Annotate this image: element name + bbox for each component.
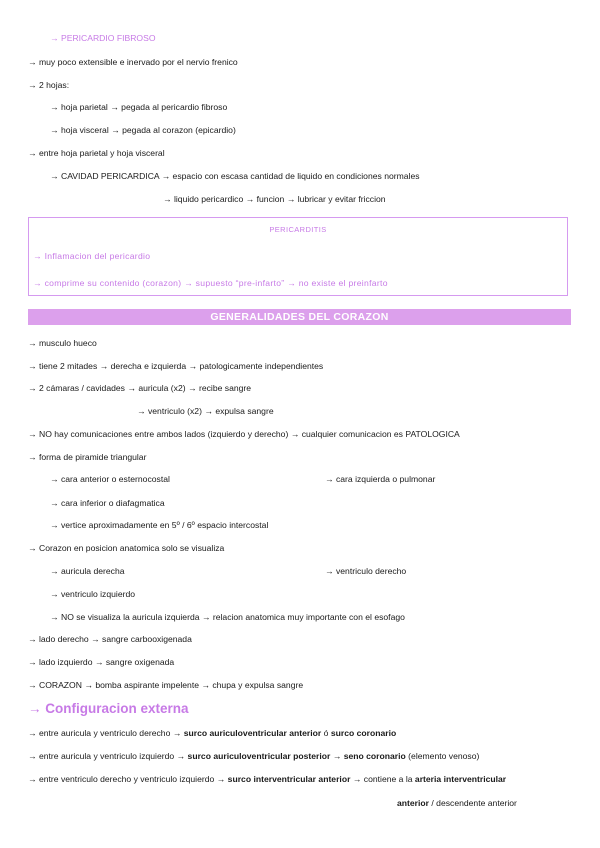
text-line	[397, 797, 517, 809]
text-line: → vertice aproximadamente en 5º / 6º espacio intercostal	[50, 520, 269, 530]
text-line: → ventriculo derecho	[325, 566, 407, 576]
text-segment: / descendente anterior	[429, 798, 517, 808]
text-line: → CORAZON → bomba aspirante impelente → chupa y expulsa sangre	[28, 680, 304, 690]
text-line: → hoja visceral → pegada al corazon (epicardio)	[50, 125, 236, 135]
bold-term: surco coronario	[330, 728, 397, 738]
text-line: → cara inferior o diafagmatica	[50, 498, 165, 508]
text-line: → ventriculo izquierdo	[50, 589, 136, 599]
bold-term: surco auriculoventricular anterior	[183, 728, 322, 738]
text-line: → NO se visualiza la auricula izquierda → relacion anatomica muy importante con el esofago	[50, 612, 405, 622]
pericarditis-line: → Inflamacion del pericardio	[33, 251, 151, 261]
text-line: → NO hay comunicaciones entre ambos lados (izquierdo y derecho) → cualquier comunicacion es PATOLOGICA	[28, 429, 460, 439]
text-line: → lado derecho → sangre carbooxigenada	[28, 634, 192, 644]
pericarditis-line: → comprime su contenido (corazon) → supuesto “pre-infarto” → no existe el preinfarto	[33, 278, 388, 288]
text-line: → forma de piramide triangular	[28, 452, 147, 462]
text-segment: → entre auricula y ventriculo izquierdo →	[28, 751, 188, 761]
text-line: → hoja parietal → pegada al pericardio fibroso	[50, 102, 228, 112]
text-line: → lado izquierdo → sangre oxigenada	[28, 657, 175, 667]
text-line	[28, 750, 479, 762]
text-line: → ventriculo (x2) → expulsa sangre	[137, 406, 274, 416]
text-line: → cara izquierda o pulmonar	[325, 474, 436, 484]
bold-term: arteria interventricular	[414, 774, 507, 784]
bold-term: anterior	[397, 798, 429, 808]
section-title-generalidades: GENERALIDADES DEL CORAZON	[28, 309, 571, 325]
text-segment: → entre auricula y ventriculo derecho →	[28, 728, 184, 738]
text-line: → Corazon en posicion anatomica solo se visualiza	[28, 543, 225, 553]
text-line	[28, 727, 396, 739]
text-line: → tiene 2 mitades → derecha e izquierda → patologicamente independientes	[28, 361, 324, 371]
text-line: → CAVIDAD PERICARDICA → espacio con escasa cantidad de liquido en condiciones normales	[50, 171, 420, 181]
text-line	[28, 773, 506, 785]
bold-term: surco auriculoventricular posterior → seno coronario	[187, 751, 406, 761]
pericarditis-title: PERICARDITIS	[269, 225, 327, 234]
text-line: → entre hoja parietal y hoja visceral	[28, 148, 165, 158]
text-line: → auricula derecha	[50, 566, 125, 576]
text-segment: ó	[321, 728, 331, 738]
text-segment: → entre ventriculo derecho y ventriculo izquierdo →	[28, 774, 228, 784]
pericarditis-box	[28, 217, 568, 296]
bold-term: surco interventricular anterior	[227, 774, 351, 784]
text-line: → cara anterior o esternocostal	[50, 474, 170, 484]
text-line: → 2 cámaras / cavidades → auricula (x2) → recibe sangre	[28, 383, 252, 393]
text-segment: → contiene a la	[350, 774, 415, 784]
text-line: → liquido pericardico → funcion → lubricar y evitar friccion	[163, 194, 386, 204]
text-segment: (elemento venoso)	[405, 751, 480, 761]
text-line: → musculo hueco	[28, 338, 97, 348]
configuracion-externa-heading: → Configuracion externa	[28, 701, 189, 716]
text-line: → muy poco extensible e inervado por el nervio frenico	[28, 57, 238, 67]
text-line: → 2 hojas:	[28, 80, 70, 90]
pericardio-fibroso-heading: → PERICARDIO FIBROSO	[50, 33, 156, 43]
